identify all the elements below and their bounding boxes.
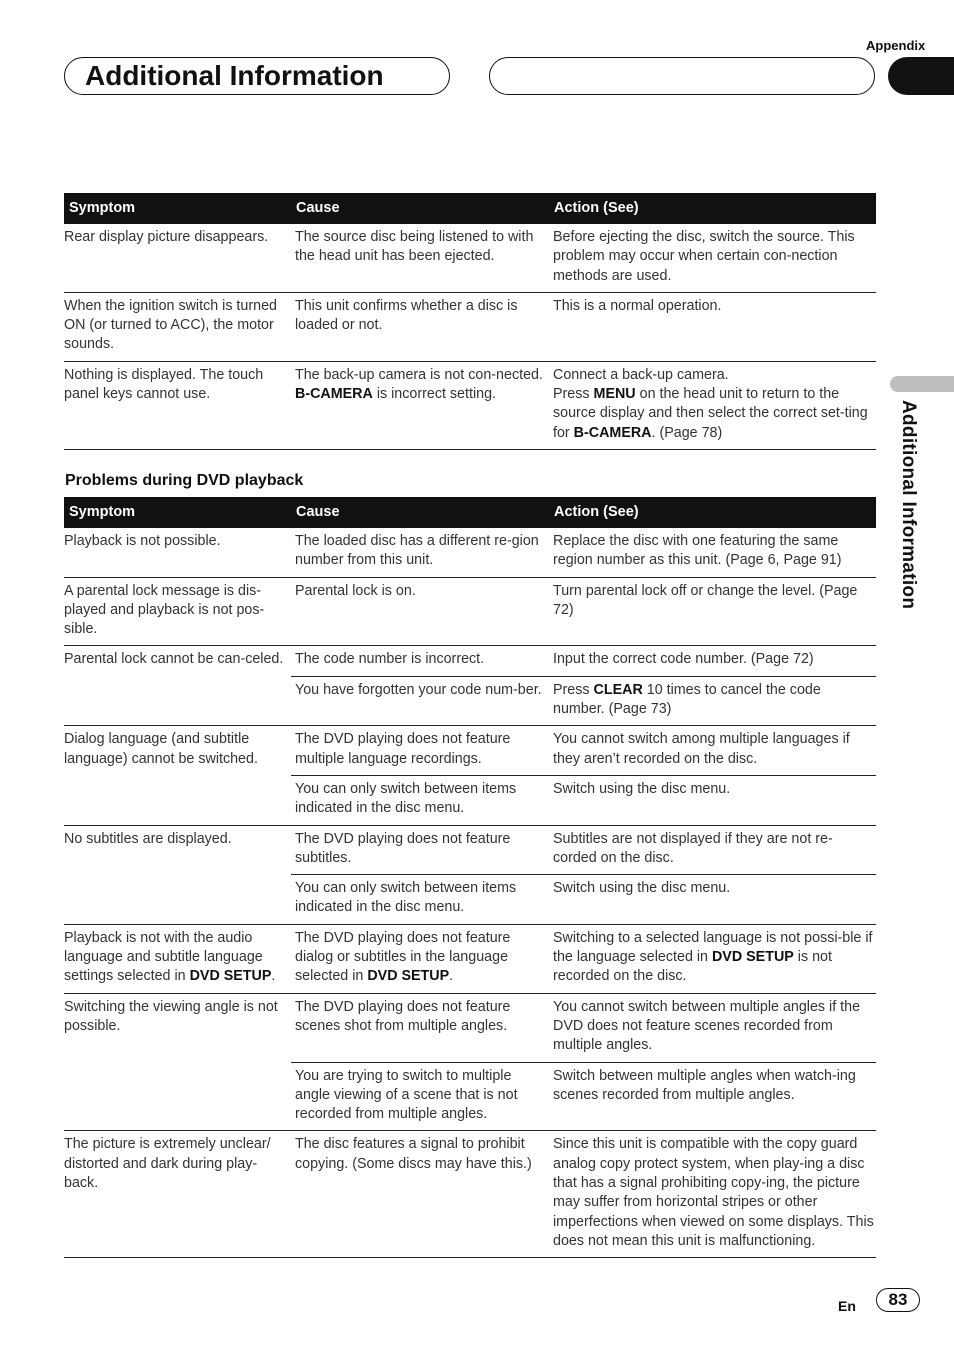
page-number: 83 xyxy=(876,1288,920,1312)
action-cell: Replace the disc with one featuring the same region number as this unit. (Page 6, Page 91) xyxy=(549,528,876,577)
key-name: MENU xyxy=(593,386,636,403)
action-text: Press xyxy=(553,681,594,698)
action-cell: This is a normal operation. xyxy=(549,292,876,361)
menu-name: DVD SETUP xyxy=(367,968,450,985)
action-text: on the head unit to return to the source display and then select the correct set-ting for xyxy=(553,386,868,441)
setting-name: B-CAMERA xyxy=(295,386,373,403)
cause-cell: The DVD playing does not feature scenes shot from multiple angles. xyxy=(291,993,549,1062)
section-tab xyxy=(890,376,954,392)
action-text: is not recorded on the disc. xyxy=(553,949,832,985)
action-cell xyxy=(549,361,876,449)
table-row xyxy=(64,577,876,646)
header-empty-box xyxy=(489,57,875,95)
symptom-text: Playback is not with the audio language and subtitle language settings selected in xyxy=(64,929,263,985)
action-text: Connect a back-up camera. xyxy=(553,366,729,383)
table-row xyxy=(64,528,876,577)
col-header-cause: Cause xyxy=(291,497,549,528)
side-section-text: Additional Information xyxy=(898,400,919,610)
action-text: Press xyxy=(553,386,594,403)
cause-text: is incorrect setting. xyxy=(372,386,497,403)
symptom-cell: Playback is not possible. xyxy=(64,528,291,577)
symptom-cell: Rear display picture disappears. xyxy=(64,224,291,292)
cause-cell xyxy=(291,361,549,449)
cause-cell: You can only switch between items indicated in the disc menu. xyxy=(291,775,549,825)
menu-name: DVD SETUP xyxy=(189,968,272,985)
key-name: CLEAR xyxy=(593,681,643,698)
col-header-symptom: Symptom xyxy=(64,497,291,528)
cause-cell: The DVD playing does not feature subtitles. xyxy=(291,825,549,875)
symptom-cell: The picture is extremely unclear/ distorted and dark during play-back. xyxy=(64,1131,291,1258)
troubleshooting-table-1 xyxy=(64,193,876,450)
cause-cell: The loaded disc has a different re-gion number from this unit. xyxy=(291,528,549,577)
table-row xyxy=(64,924,876,993)
side-section-label xyxy=(897,400,921,660)
section-title: Problems during DVD playback xyxy=(65,472,304,489)
action-cell: Switch using the disc menu. xyxy=(549,775,876,825)
symptom-cell: Nothing is displayed. The touch panel keys cannot use. xyxy=(64,361,291,449)
symptom-cell: Parental lock cannot be can-celed. xyxy=(64,646,291,726)
col-header-action: Action (See) xyxy=(549,497,876,528)
cause-cell: You have forgotten your code num-ber. xyxy=(291,676,549,726)
page-title-box xyxy=(64,57,450,95)
action-cell: Before ejecting the disc, switch the source. This problem may occur when certain con-nection methods are used. xyxy=(549,224,876,292)
cause-text: . xyxy=(449,968,454,985)
cause-cell: This unit confirms whether a disc is loaded or not. xyxy=(291,292,549,361)
table-row xyxy=(64,993,876,1062)
action-cell: Since this unit is compatible with the copy guard analog copy protect system, when play-ing a disc that has a signal prohibiting copy-ing, the picture may suffer from horizontal stripes or other imperfections when viewed on some displays. This does not mean this unit is malfunctioning. xyxy=(549,1131,876,1258)
cause-cell: The DVD playing does not feature multiple language recordings. xyxy=(291,726,549,776)
table-row xyxy=(64,1131,876,1258)
action-text: 10 times to cancel the code number. (Page 73) xyxy=(553,681,821,718)
table-row xyxy=(64,825,876,875)
table-row xyxy=(64,292,876,361)
col-header-cause: Cause xyxy=(291,193,549,224)
action-cell: You cannot switch among multiple languages if they aren’t recorded on the disc. xyxy=(549,726,876,776)
cause-cell: Parental lock is on. xyxy=(291,577,549,646)
appendix-label: Appendix xyxy=(866,38,926,53)
cause-cell: You can only switch between items indicated in the disc menu. xyxy=(291,875,549,925)
symptom-text: . xyxy=(271,968,276,985)
symptom-cell: Switching the viewing angle is not possible. xyxy=(64,993,291,1131)
appendix-tab xyxy=(888,57,954,95)
cause-cell: The disc features a signal to prohibit copying. (Some discs may have this.) xyxy=(291,1131,549,1258)
table-row xyxy=(64,224,876,292)
cause-cell: The source disc being listened to with the head unit has been ejected. xyxy=(291,224,549,292)
cause-text: The back-up camera is not con-nected. xyxy=(295,366,543,383)
cause-cell: You are trying to switch to multiple angle viewing of a scene that is not recorded from multiple angles. xyxy=(291,1062,549,1131)
symptom-cell: Dialog language (and subtitle language) cannot be switched. xyxy=(64,726,291,825)
action-cell: Subtitles are not displayed if they are not re-corded on the disc. xyxy=(549,825,876,875)
action-text: . (Page 78) xyxy=(651,424,723,441)
col-header-action: Action (See) xyxy=(549,193,876,224)
action-cell: You cannot switch between multiple angles if the DVD does not feature scenes recorded from multiple angles. xyxy=(549,993,876,1062)
action-cell: Switch using the disc menu. xyxy=(549,875,876,925)
symptom-cell: No subtitles are displayed. xyxy=(64,825,291,924)
cause-cell: The code number is incorrect. xyxy=(291,646,549,676)
language-code: En xyxy=(838,1298,856,1314)
cause-cell xyxy=(291,924,549,993)
table-row xyxy=(64,361,876,449)
action-cell xyxy=(549,676,876,726)
symptom-cell: A parental lock message is dis-played and playback is not pos-sible. xyxy=(64,577,291,646)
table-header-row xyxy=(64,497,876,528)
page-title: Additional Information xyxy=(85,60,384,91)
action-cell: Turn parental lock off or change the level. (Page 72) xyxy=(549,577,876,646)
symptom-cell: When the ignition switch is turned ON (or turned to ACC), the motor sounds. xyxy=(64,292,291,361)
action-cell xyxy=(549,924,876,993)
table-row xyxy=(64,646,876,676)
col-header-symptom: Symptom xyxy=(64,193,291,224)
symptom-cell xyxy=(64,924,291,993)
action-cell: Input the correct code number. (Page 72) xyxy=(549,646,876,676)
setting-name: B-CAMERA xyxy=(573,424,652,441)
menu-name: DVD SETUP xyxy=(711,949,794,966)
action-text: Switching to a selected language is not possi-ble if the language selected in xyxy=(553,929,873,966)
table-row xyxy=(64,726,876,776)
troubleshooting-table-dvd xyxy=(64,497,876,1258)
cause-text: The DVD playing does not feature dialog or subtitles in the language selected in xyxy=(295,929,511,985)
table-header-row xyxy=(64,193,876,224)
action-cell: Switch between multiple angles when watch-ing scenes recorded from multiple angles. xyxy=(549,1062,876,1131)
